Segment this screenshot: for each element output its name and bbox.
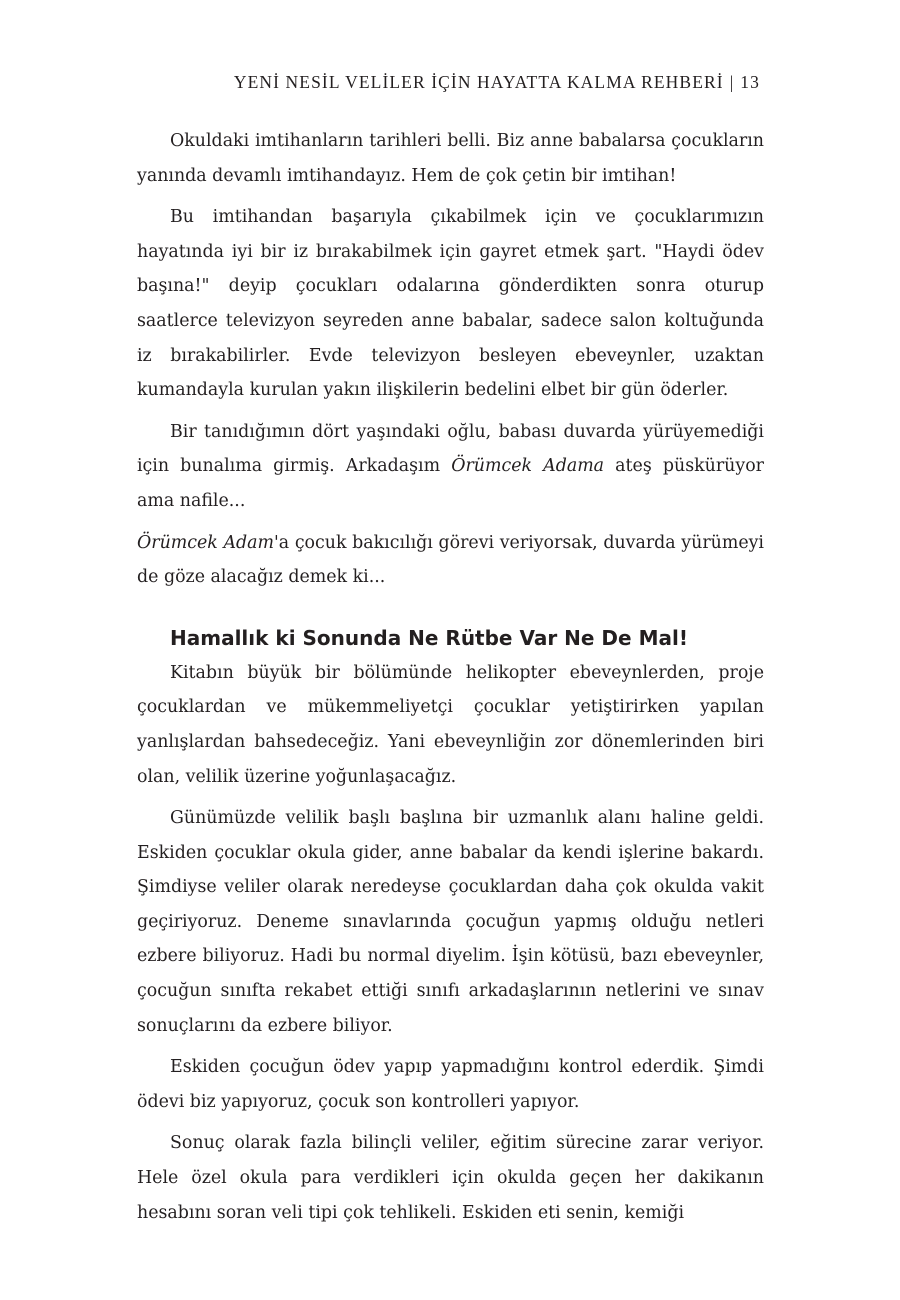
italic-title: Örümcek Adam xyxy=(137,532,275,553)
paragraph: Bu imtihandan başarıyla çıkabilmek için ve çocuklarımızın hayatında iyi bir iz bırakabilmek için gayret etmek şart. "Haydi ödev başına!" deyip çocukları odalarına gönderdikten sonra oturup saatlerce televizyon seyreden anne babalar, sadece salon koltuğunda iz bırakabilirler. Evde televizyon besleyen ebeveynler, uzaktan kumandayla kurulan yakın ilişkilerin bedelini elbet bir gün öderler. xyxy=(137,207,764,401)
italic-title: Örümcek Adama xyxy=(451,456,605,477)
paragraph: Sonuç olarak fazla bilinçli veliler, eğitim sürecine zarar veriyor. Hele özel okula para verdikleri için okulda geçen her dakikanın hesabını soran veli tipi çok tehlikeli. Eskiden eti senin, kemiği xyxy=(137,1133,764,1223)
paragraph: Okuldaki imtihanların tarihleri belli. Biz anne babalarsa çocukların yanında devamlı imtihandayız. Hem de çok çetin bir imtihan! xyxy=(137,131,764,186)
page-number: 13 xyxy=(740,72,760,92)
running-header xyxy=(234,72,760,93)
paragraph-text: 'a çocuk bakıcılığı görevi veriyorsak, duvarda yürümeyi de göze alacağız demek ki... xyxy=(137,532,764,588)
paragraph-text: Bir tanıdığımın dört yaşındaki oğlu, babası duvarda yürüyemediği için bunalıma girmiş. Arkadaşım xyxy=(137,421,764,477)
paragraph: Eskiden çocuğun ödev yapıp yapmadığını kontrol ederdik. Şimdi ödevi biz yapıyoruz, çocuk son kontrolleri yapıyor. xyxy=(137,1057,764,1112)
paragraph xyxy=(137,526,764,595)
section-heading: Hamallık ki Sonunda Ne Rütbe Var Ne De Mal! xyxy=(170,625,688,650)
paragraph xyxy=(137,415,764,519)
paragraph: Kitabın büyük bir bölümünde helikopter ebeveynlerden, proje çocuklardan ve mükemmeliyetçi çocuklar yetiştirirken yapılan yanlışlardan bahsedeceğiz. Yani ebeveynliğin zor dönemlerinden biri olan, velilik üzerine yoğunlaşacağız. xyxy=(137,662,764,787)
body-text xyxy=(137,124,764,1230)
paragraph-text: ateş püskürüyor ama nafile... xyxy=(137,456,764,511)
paragraph: Günümüzde velilik başlı başlına bir uzmanlık alanı haline geldi. Eskiden çocuklar okula gider, anne babalar da kendi işlerine bakardı. Şimdiyse veliler olarak neredeyse çocuklardan daha çok okulda vakit geçiriyoruz. Deneme sınavlarında çocuğun yapmış olduğu netleri ezbere biliyoruz. Hadi bu normal diyelim. İşin kötüsü, bazı ebeveynler, çocuğun sınıfta rekabet ettiği sınıfı arkadaşlarının netlerini ve sınav sonuçlarını da ezbere biliyor. xyxy=(137,808,764,1036)
header-separator: | xyxy=(729,72,735,92)
running-title: YENİ NESİL VELİLER İÇİN HAYATTA KALMA REHBERİ xyxy=(233,72,724,92)
